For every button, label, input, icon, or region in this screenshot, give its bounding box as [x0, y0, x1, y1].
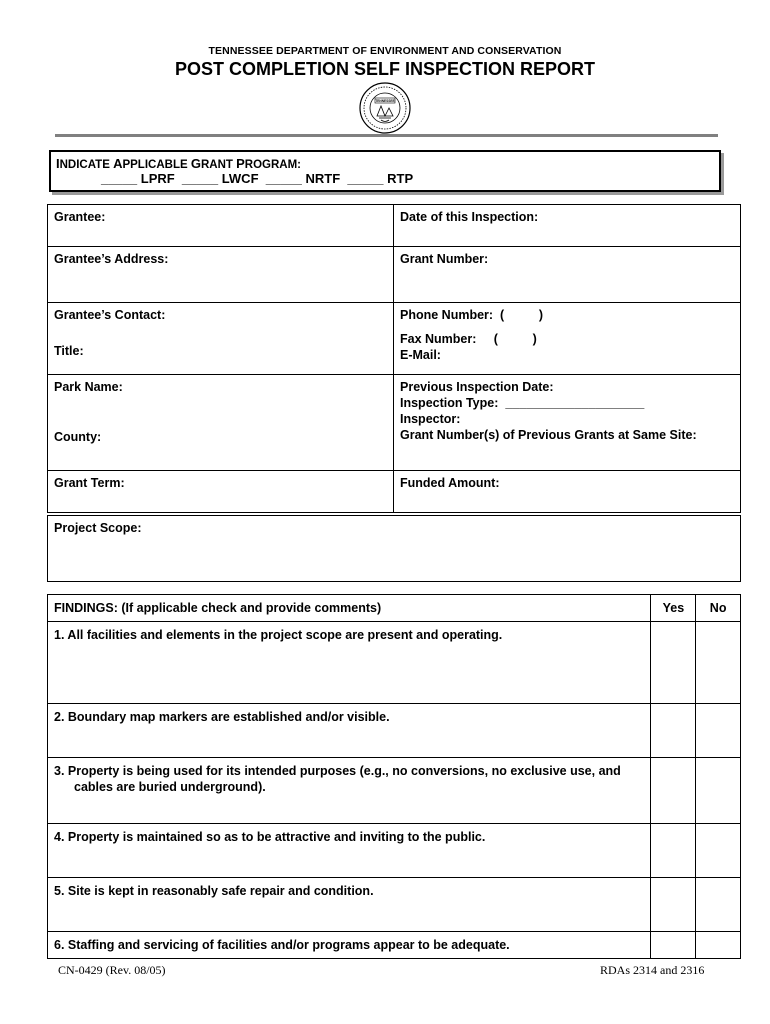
finding-6[interactable]: 6. Staffing and servicing of facilities and/or programs appear to be adequate. [48, 932, 651, 959]
no-column-header: No [696, 595, 741, 622]
previous-inspection-field[interactable] [394, 375, 741, 471]
title-label: Title: [54, 344, 84, 358]
finding-2-yes-cell[interactable] [651, 704, 696, 758]
grant-program-label: INDICATE APPLICABLE GRANT PROGRAM: [56, 156, 301, 171]
grantee-field[interactable]: Grantee: [48, 205, 394, 247]
finding-3[interactable]: 3. Property is being used for its intended purposes (e.g., no conversions, no exclusive use, and cables are buried underground). [48, 758, 651, 824]
header-divider [55, 134, 718, 137]
grantee-address-field[interactable]: Grantee’s Address: [48, 247, 394, 303]
finding-3-no-cell[interactable] [696, 758, 741, 824]
prev-date-label: Previous Inspection Date: [400, 380, 554, 394]
inspection-type-label: Inspection Type: ____________________ [400, 396, 645, 410]
contact-label: Grantee’s Contact: [54, 308, 166, 322]
finding-6-yes-cell[interactable] [651, 932, 696, 959]
finding-5[interactable]: 5. Site is kept in reasonably safe repair and condition. [48, 878, 651, 932]
yes-column-header: Yes [651, 595, 696, 622]
grantee-contact-field[interactable] [48, 303, 394, 375]
table-row [48, 824, 741, 878]
table-row [48, 622, 741, 704]
finding-1-yes-cell[interactable] [651, 622, 696, 704]
project-scope-label: Project Scope: [54, 521, 142, 535]
inspection-date-field[interactable]: Date of this Inspection: [394, 205, 741, 247]
finding-2-no-cell[interactable] [696, 704, 741, 758]
department-name: TENNESSEE DEPARTMENT OF ENVIRONMENT AND CONSERVATION [208, 45, 562, 57]
finding-5-no-cell[interactable] [696, 878, 741, 932]
project-scope-field[interactable] [47, 515, 741, 582]
grant-term-field[interactable]: Grant Term: [48, 471, 394, 513]
finding-4[interactable]: 4. Property is maintained so as to be attractive and inviting to the public. [48, 824, 651, 878]
finding-5-yes-cell[interactable] [651, 878, 696, 932]
grantee-info-table [47, 204, 741, 513]
finding-1-no-cell[interactable] [696, 622, 741, 704]
county-label: County: [54, 430, 102, 444]
funded-amount-field[interactable]: Funded Amount: [394, 471, 741, 513]
prev-grants-label: Grant Number(s) of Previous Grants at Same Site: [400, 428, 697, 442]
seal-lettering: TENNESSEE [375, 99, 395, 103]
grant-number-field[interactable]: Grant Number: [394, 247, 741, 303]
state-seal-icon [359, 82, 411, 134]
table-row [48, 932, 741, 959]
phone-label: Phone Number: ( ) [400, 308, 544, 322]
email-label: E-Mail: [400, 348, 441, 362]
form-number: CN-0429 (Rev. 08/05) [58, 963, 166, 977]
park-name-field[interactable] [48, 375, 394, 471]
contact-numbers-field[interactable] [394, 303, 741, 375]
rdas-reference: RDAs 2314 and 2316 [600, 963, 705, 977]
table-row [48, 878, 741, 932]
findings-table [47, 594, 741, 959]
findings-header: FINDINGS: (If applicable check and provide comments) [48, 595, 651, 622]
finding-4-yes-cell[interactable] [651, 824, 696, 878]
inspector-label: Inspector: [400, 412, 461, 426]
fax-label: Fax Number: ( ) [400, 332, 537, 346]
finding-4-no-cell[interactable] [696, 824, 741, 878]
table-row [48, 704, 741, 758]
finding-3-yes-cell[interactable] [651, 758, 696, 824]
grant-program-options[interactable]: _____ LPRF _____ LWCF _____ NRTF _____ RTP [101, 171, 414, 186]
finding-2[interactable]: 2. Boundary map markers are established and/or visible. [48, 704, 651, 758]
finding-1[interactable]: 1. All facilities and elements in the project scope are present and operating. [48, 622, 651, 704]
table-row [48, 758, 741, 824]
park-name-label: Park Name: [54, 380, 123, 394]
finding-6-no-cell[interactable] [696, 932, 741, 959]
grant-program-box [49, 150, 721, 192]
report-title: POST COMPLETION SELF INSPECTION REPORT [174, 59, 596, 79]
